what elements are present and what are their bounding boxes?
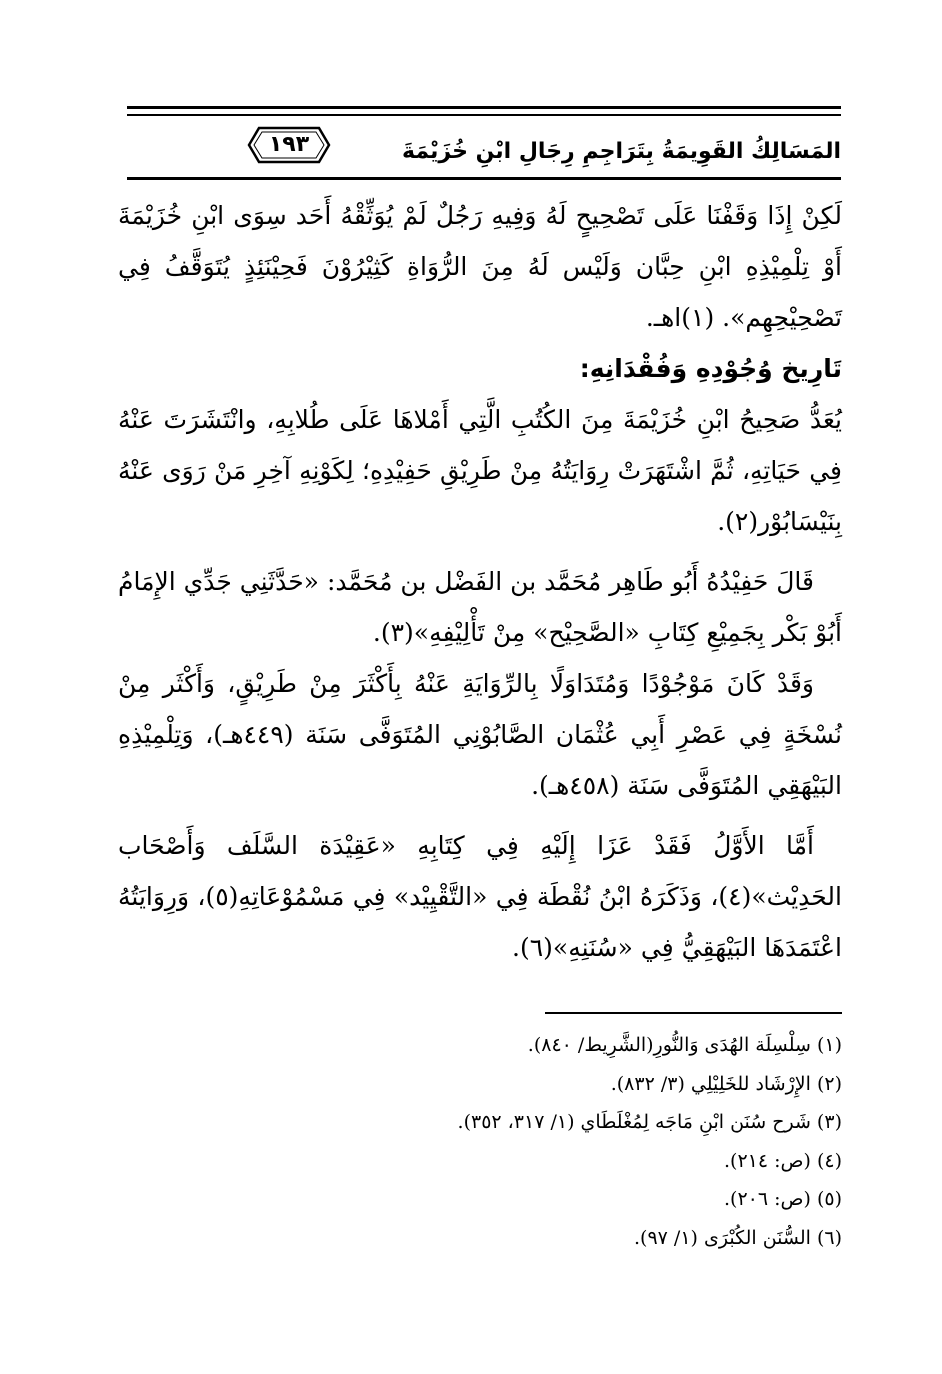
page-number-frame bbox=[247, 126, 331, 164]
footnote: (١) سِلْسِلَة الهُدَى وَالنُّورِ(الشَّرِيط/ ٨٤٠). bbox=[527, 1034, 842, 1056]
paragraph: قَالَ حَفِيْدُهُ أَبُو طَاهِر مُحَمَّد بن الفَضْل بن مُحَمَّد: «حَدَّثَنِي جَدِّي الإِمَامُ أَبُوْ بَكْر بِجَمِيْعِ كِتَابِ «الصَّحِيْح» مِنْ تَأْلِيْفِهِ»(٣). bbox=[118, 567, 842, 647]
paragraph: وَقَدْ كَانَ مَوْجُوْدًا وَمُتَدَاوَلًا بِالرِّوَايَةِ عَنْهُ بِأَكْثَرَ مِنْ طَرِيْقٍ، وَأَكْثَر مِنْ نُسْخَةٍ فِي عَصْرِ أَبِي عُثْمَان الصَّابُوْنِي المُتَوَفَّى سَنَة (٤٤٩هـ)، وَتِلْمِيْذِهِ البَيْهَقِي المُتَوَفَّى سَنَة (٤٥٨هـ). bbox=[118, 669, 842, 800]
paragraph: يُعَدُّ صَحِيحُ ابْنِ خُزَيْمَةَ مِنَ الكُتُبِ الَّتِي أَمْلاهَا عَلَى طُلابِهِ، وانْتَشَرَتَ عَنْهُ فِي حَيَاتِهِ، ثُمَّ اشْتَهَرَتْ رِوَايَتُهُ مِنْ طَرِيْقِ حَفِيْدِهِ؛ لِكَوْنِهِ آخِرِ مَنْ رَوَى عَنْهُ بِنَيْسَابُوْر(٢). bbox=[118, 405, 842, 536]
footnote: (٤) (ص: ٢١٤). bbox=[724, 1149, 842, 1172]
footnote: (٥) (ص: ٢٠٦). bbox=[724, 1188, 842, 1210]
main-text bbox=[118, 190, 842, 973]
footnote: (٦) السُّنَن الكُبْرَى (١/ ٩٧). bbox=[634, 1226, 842, 1249]
footnote-separator bbox=[545, 1012, 842, 1014]
page-number: ١٩٣ bbox=[268, 132, 310, 157]
section-heading: تَارِيخ وُجُوْدِهِ وَفُقْدَانِهِ: bbox=[579, 354, 842, 383]
footnotes bbox=[118, 1026, 842, 1257]
running-header bbox=[127, 100, 841, 180]
paragraph: لَكِنْ إِذَا وَقَفْنَا عَلَى تَصْحِيحٍ لَهُ وَفِيهِ رَجُلٌ لَمْ يُوَثِّقْهُ أَحَد سِوَى ابْنِ خُزَيْمَةَ أَوْ تِلْمِيْذِهِ ابْنِ حِبَّان وَلَيْس لَهُ مِنَ الرُّوَاةِ كَثِيْرُوْنَ فَحِيْنَئِذٍ يُتَوَقَّفُ فِي تَصْحِيْحِهِم». (١)اهـ. bbox=[118, 201, 842, 332]
running-title: المَسَالِكُ القَوِيمَةُ بِتَرَاجِمِ رِجَالِ ابْنِ خُزَيْمَةَ bbox=[402, 139, 841, 164]
header-rule-top bbox=[127, 106, 841, 109]
paragraph: أَمَّا الأَوَّلُ فَقَدْ عَزَا إِلَيْهِ فِي كِتَابِهِ «عَقِيْدَة السَّلَف وَأَصْحَاب الحَدِيْث»(٤)، وَذَكَرَهُ ابْنُ نُقْطَة فِي «التَّقْيِيْد» فِي مَسْمُوْعَاتِهِ(٥)، وَرِوَايَتُهُ اعْتَمَدَهَا البَيْهَقِيُّ فِي «سُنَنِهِ»(٦). bbox=[118, 831, 842, 962]
footnote: (٣) شَرح سُنَن ابْنِ مَاجَه لِمُغْلَطَاي (١/ ٣١٧، ٣٥٢). bbox=[457, 1111, 842, 1133]
header-rule-bottom bbox=[127, 177, 841, 180]
footnote: (٢) الإِرْشَاد للخَلِيْلِي (٣/ ٨٣٢). bbox=[610, 1072, 842, 1095]
header-rule-top-thin bbox=[127, 114, 841, 116]
